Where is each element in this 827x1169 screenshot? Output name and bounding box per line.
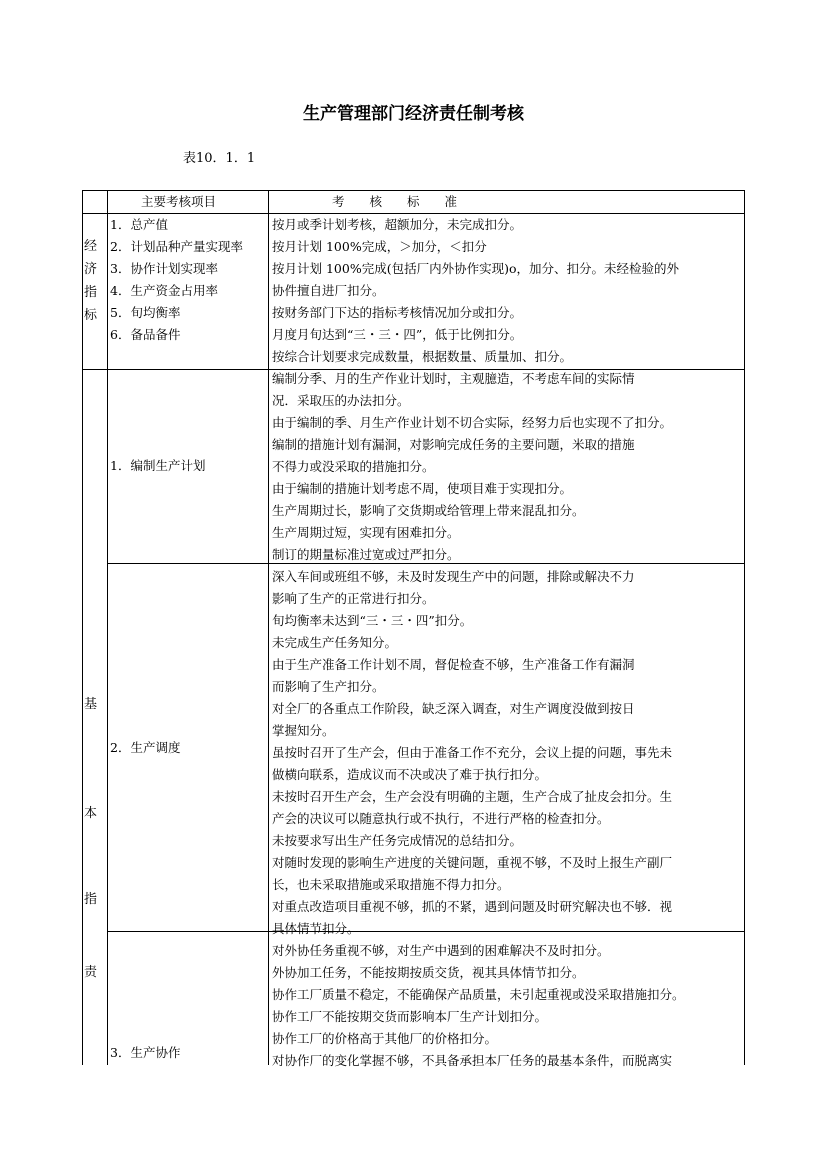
economic-item: 6．备品备件: [110, 327, 181, 342]
criteria-line: 对全厂的各重点工作阶段，缺乏深入调查，对生产调度没做到按日: [272, 701, 635, 716]
criteria-line: 由于编制的季、月生产作业计划不切合实际，经努力后也实现不了扣分。: [272, 415, 673, 430]
header-criteria-column: 考 核 标 准: [332, 194, 458, 209]
category-char: 指: [84, 892, 98, 907]
criteria-line: 掌握知分。: [272, 723, 335, 738]
criteria-line: 由于编制的措施计划考虑不周，使项目难于实现扣分。: [272, 481, 573, 496]
criteria-line: 长，也未采取措施或采取措施不得力扣分。: [272, 877, 510, 892]
document-title: 生产管理部门经济责任制考核: [303, 104, 524, 124]
basic-item-production-cooperation: 3．生产协作: [110, 1045, 181, 1060]
criteria-line: 生产周期过长，影响了交货期或给管理上带来混乱扣分。: [272, 503, 585, 518]
criteria-line: 协作工厂质量不稳定，不能确保产品质量，未引起重视或没采取措施扣分。: [272, 987, 685, 1002]
criteria-line: 编制的措施计划有漏洞，对影响完成任务的主要问题，米取的措施: [272, 437, 635, 452]
economic-item: 2．计划品种产量实现率: [110, 239, 243, 254]
table-caption: 表10．1．1: [183, 151, 256, 166]
criteria-line: 编制分季、月的生产作业计划时，主观臆造，不考虑车间的实际情: [272, 371, 635, 386]
category-char: 指: [84, 285, 98, 300]
criteria-line: 具体情节扣分。: [272, 921, 360, 936]
criteria-line: 协件擅自进厂扣分。: [272, 283, 385, 298]
economic-item: 1．总产值: [110, 217, 168, 232]
criteria-line: 协作工厂不能按期交货而影响本厂生产计划扣分。: [272, 1009, 548, 1024]
criteria-line: 按财务部门下达的指标考核情况加分或扣分。: [272, 305, 523, 320]
category-char: 经: [84, 239, 98, 254]
criteria-line: 按月计划 100%完成(包括厂内外协作实现)o，加分、扣分。未经检验的外: [272, 261, 679, 276]
category-column-border: [107, 190, 108, 1065]
economic-item: 3．协作计划实现率: [110, 261, 218, 276]
basic-item-production-planning: 1．编制生产计划: [110, 458, 206, 473]
criteria-line: 而影响了生产扣分。: [272, 679, 385, 694]
criteria-line: 未按要求写出生产任务完成情况的总结扣分。: [272, 833, 523, 848]
category-char: 本: [84, 806, 98, 821]
category-char: 济: [84, 262, 98, 277]
criteria-line: 深入车间或班组不够，未及时发现生产中的问题，排除或解决不力: [272, 569, 635, 584]
header-item-column: 主要考核项目: [141, 194, 217, 209]
table-left-border: [82, 190, 83, 1065]
criteria-line: 对协作厂的变化掌握不够，不具备承担本厂任务的最基本条件，而脱离实: [272, 1053, 673, 1068]
category-char: 责: [84, 965, 98, 980]
basic-item-production-dispatch: 2．生产调度: [110, 740, 181, 755]
criteria-line: 对外协任务重视不够，对生产中遇到的困难解决不及时扣分。: [272, 943, 610, 958]
criteria-line: 按综合计划要求完成数量，根据数量、质量加、扣分。: [272, 349, 573, 364]
criteria-line: 未完成生产任务知分。: [272, 635, 398, 650]
category-char: 标: [84, 308, 98, 323]
criteria-line: 未按时召开生产会，生产会没有明确的主题，生产合成了扯皮会扣分。生: [272, 789, 673, 804]
criteria-line: 做横向联系，造成议而不决或决了难于执行扣分。: [272, 767, 548, 782]
criteria-column-text: [272, 214, 685, 1072]
item-column-border: [268, 190, 269, 1065]
criteria-line: 按月或季计划考核，超额加分，未完成扣分。: [272, 217, 523, 232]
economic-item: 5．旬均衡率: [110, 305, 181, 320]
criteria-line: 产会的决议可以随意执行或不执行，不进行严格的检查扣分。: [272, 811, 610, 826]
criteria-line: 对重点改造项目重视不够，抓的不紧，遇到问题及时研究解决也不够．视: [272, 899, 673, 914]
criteria-line: 对随时发现的影响生产进度的关键问题，重视不够，不及时上报生产副厂: [272, 855, 673, 870]
criteria-line: 由于生产准备工作计划不周，督促检查不够，生产准备工作有漏洞: [272, 657, 635, 672]
criteria-line: 况．采取压的办法扣分。: [272, 393, 410, 408]
criteria-line: 外协加工任务，不能按期按质交货，视其具体情节扣分。: [272, 965, 585, 980]
criteria-line: 制订的期量标准过宽或过严扣分。: [272, 547, 460, 562]
criteria-line: 影响了生产的正常进行扣分。: [272, 591, 435, 606]
criteria-line: 月度月旬达到“三・三・四”，低于比例扣分。: [272, 327, 523, 342]
criteria-line: 协作工厂的价格高于其他厂的价格扣分。: [272, 1031, 498, 1046]
category-char: 基: [84, 697, 98, 712]
table-right-border: [744, 190, 745, 1065]
criteria-line: 虽按时召开了生产会，但由于准备工作不充分，会议上提的问题，事先未: [272, 745, 673, 760]
economic-item: 4．生产资金占用率: [110, 283, 218, 298]
criteria-line: 旬均衡率未达到“三・三・四”扣分。: [272, 613, 473, 628]
criteria-line: 生产周期过短，实现有困难扣分。: [272, 525, 460, 540]
criteria-line: 按月计划 100%完成，＞加分，＜扣分: [272, 239, 487, 254]
criteria-line: 不得力或没采取的措施扣分。: [272, 459, 435, 474]
